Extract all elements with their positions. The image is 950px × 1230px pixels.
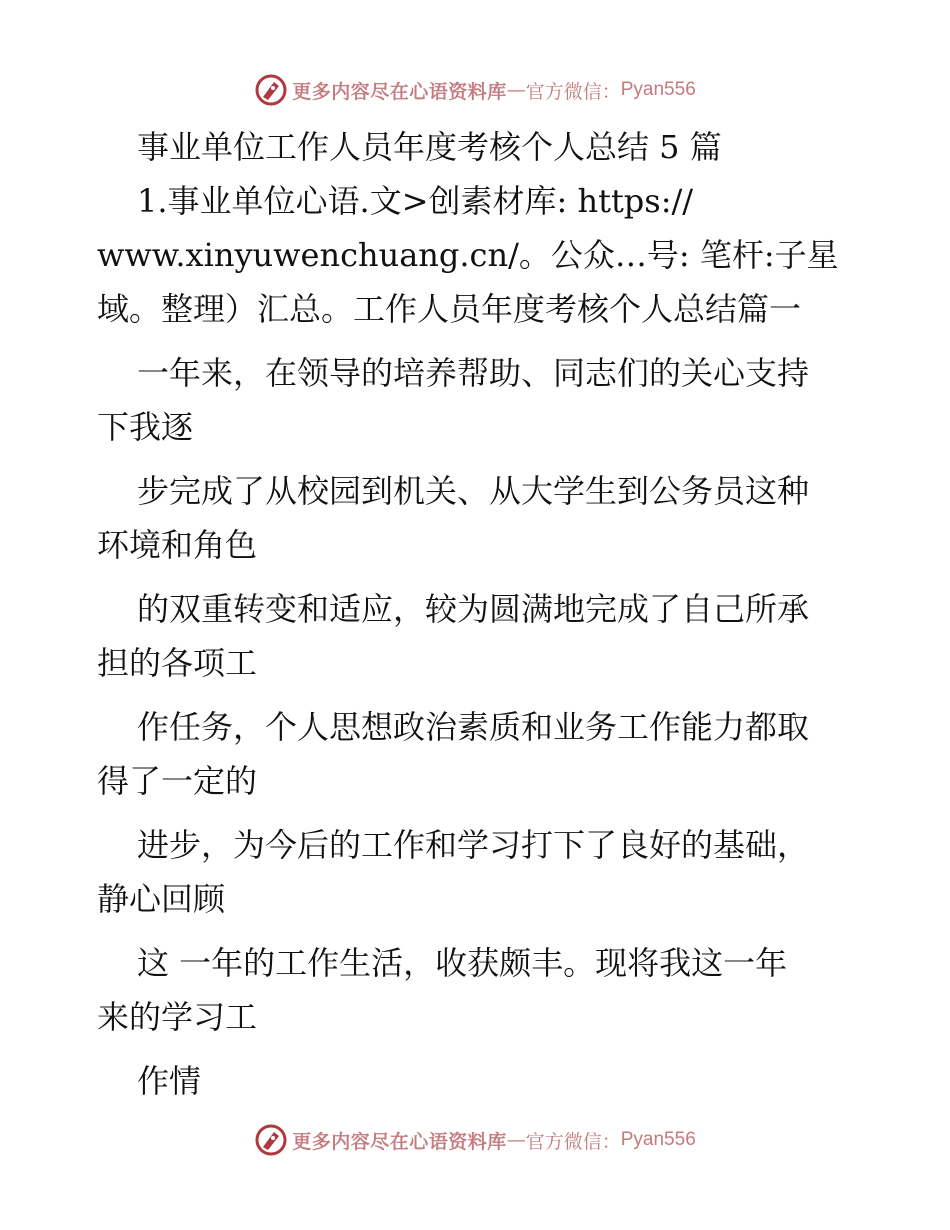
text-line: 作任务，个人思想政治素质和业务工作能力都取 [137, 708, 810, 746]
document-body [97, 120, 857, 1108]
text-line: 这 一年的工作生活，收获颇丰。现将我这一年 [137, 944, 788, 982]
text-line: 担的各项工 [97, 644, 258, 682]
banner-separator: — [506, 1129, 526, 1151]
banner-wechat-label: 官方微信： [525, 1130, 621, 1153]
text-line: www.xinyuwenchuang.cn/。公众…号: 笔杆:子星 [97, 236, 839, 274]
text-line: 环境和角色 [97, 526, 258, 564]
pen-nib-logo-icon [254, 73, 288, 107]
text-line: 进步，为今后的工作和学习打下了良好的基础， [137, 826, 810, 864]
banner-separator: — [506, 79, 526, 101]
footer-banner [0, 1120, 950, 1160]
text-line: 作情 [137, 1062, 202, 1100]
text-line: 来的学习工 [97, 998, 258, 1036]
pen-nib-logo-icon [254, 1123, 288, 1157]
banner-wechat-id: Pyan556 [620, 79, 696, 100]
text-line: 域。整理）汇总。工作人员年度考核个人总结篇一 [97, 290, 802, 328]
banner-wechat-id: Pyan556 [620, 1129, 696, 1150]
banner-text: 更多内容尽在心语资料库 [292, 80, 507, 103]
banner-text: 更多内容尽在心语资料库 [292, 1130, 507, 1153]
text-line: 得了一定的 [97, 762, 258, 800]
text-line: 1.事业单位心语.文>创素材库: https:// [137, 182, 694, 220]
text-line: 一年来，在领导的培养帮助、同志们的关心支持 [137, 354, 810, 392]
text-line: 的双重转变和适应，较为圆满地完成了自己所承 [137, 590, 810, 628]
banner-wechat-label: 官方微信： [525, 80, 621, 103]
text-line: 静心回顾 [97, 880, 226, 918]
document-title: 事业单位工作人员年度考核个人总结 5 篇 [137, 128, 722, 166]
text-line: 步完成了从校园到机关、从大学生到公务员这种 [137, 472, 810, 510]
header-banner [0, 70, 950, 110]
text-line: 下我逐 [97, 408, 194, 446]
